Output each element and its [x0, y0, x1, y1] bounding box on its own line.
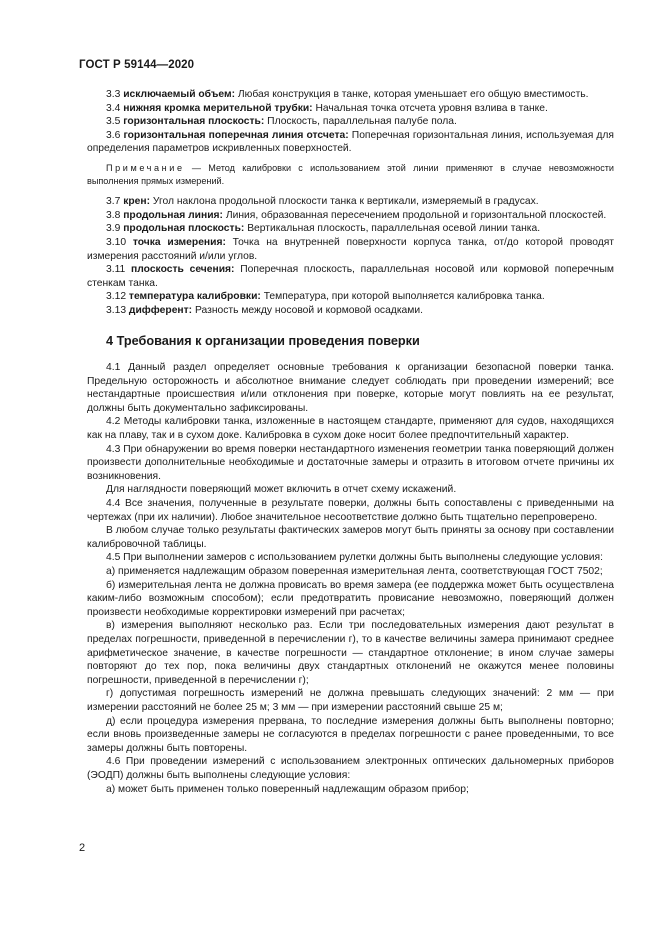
paragraph: Для наглядности поверяющий может включить в отчет схему искажений. [106, 484, 457, 496]
definition-term: нижняя кромка мерительной трубки: [123, 102, 313, 114]
definition-number: 3.12 [106, 291, 127, 303]
definition-term: продольная линия: [123, 209, 223, 221]
definition-text: Точка на внутренней поверхности корпуса танка, от/до которой проводят измерения расстояний и/или углов. [87, 236, 614, 262]
definition-term: температура калибровки: [128, 291, 261, 303]
paragraph: г) допустимая погрешность измерений не должна превышать следующих значений: 2 мм — при измерении расстояний не более 25 м; 3 мм — при измерении расстояний свыше 25 м; [87, 688, 614, 713]
section-body [87, 361, 614, 796]
definition-term: точка измерения: [132, 236, 226, 248]
paragraph: 4.6 При проведении измерений с использованием электронных оптических дальномерных приборов (ЭОДП) должны быть выполнены следующие условия: [87, 756, 614, 781]
definitions-list [87, 88, 614, 156]
section-heading: 4 Требования к организации проведения поверки [106, 333, 420, 348]
definition-item [87, 102, 614, 116]
definition-term: дифферент: [128, 304, 193, 316]
definition-item [87, 263, 614, 290]
paragraph: 4.3 При обнаружении во время поверки нестандартного изменения геометрии танка поверяющий должен произвести дополнительные необходимые и достаточные замеры и отразить в итоговом отчете причины их возникновения. [87, 443, 614, 482]
paragraph: а) применяется надлежащим образом поверенная измерительная лента, соответствующая ГОСТ 7502; [106, 566, 603, 577]
note-label: Примечание [106, 162, 185, 173]
definition-number: 3.6 [106, 129, 121, 141]
note-text: — Метод калибровки с использованием этой линии применяют в случае невозможности выполнения прямых измерений. [87, 162, 614, 186]
definition-term: исключаемый объем: [123, 89, 236, 100]
definition-number: 3.7 [106, 196, 121, 208]
paragraph: в) измерения выполняют несколько раз. Если три последовательных измерения дают результат в пределах погрешности, приведенной в перечислении г), то в качестве величины замера принимают среднее арифметическое значение, в качестве погрешности — стандартное отклонение; в ином случае замеры повторяют до тех пор, пока величины двух стандартных отклонений не окажутся менее половины погрешности, приведенной в перечислении г); [87, 620, 614, 686]
paragraph: а) может быть применен только поверенный надлежащим образом прибор; [106, 783, 469, 795]
definitions-list [87, 195, 614, 317]
definition-number: 3.5 [106, 116, 121, 128]
paragraph: 4.2 Методы калибровки танка, изложенные в настоящем стандарте, применяют для судов, находящихся как на плаву, так и в сухом доке. Калибровка в сухом доке носит более предпочтительный характер. [87, 416, 614, 442]
definition-text: Линия, образованная пересечением продольной и горизонтальной плоскостей. [222, 209, 607, 221]
definition-item [87, 222, 614, 236]
definition-text: Вертикальная плоскость, параллельная осевой линии танка. [244, 223, 541, 235]
definition-item [87, 209, 614, 223]
definition-number: 3.8 [106, 209, 121, 221]
definition-item [87, 290, 614, 304]
paragraph: 4.1 Данный раздел определяет основные требования к организации безопасной поверки танка. Предельную осторожность и абсолютное внимание следует соблюдать при проведении измерений; все нестандартные происшествия и/или отклонения при поверке, которые могут повлиять на ее результат, должны быть документально зафиксированы. [87, 362, 614, 414]
definition-text: Поперечная горизонтальная линия, используемая для определения параметров искривленных поверхностей. [87, 129, 614, 155]
definition-number: 3.3 [106, 89, 121, 100]
definition-item [87, 115, 614, 129]
paragraph: 4.4 Все значения, полученные в результате поверки, должны быть сопоставлены с приведенными на чертежах (при их наличии). Любое значительное несоответствие должно быть тщательно перепроверено. [87, 498, 614, 523]
definition-term: крен: [123, 196, 151, 208]
definition-number: 3.13 [106, 304, 127, 316]
paragraph: В любом случае только результаты фактических замеров могут быть приняты за основу при составлении калибровочной таблицы. [87, 525, 614, 550]
definition-text: Поперечная плоскость, параллельная носовой или кормовой поперечным стенкам танка. [87, 264, 614, 289]
definition-text: Плоскость, параллельная палубе пола. [264, 116, 457, 128]
definition-number: 3.11 [106, 264, 126, 276]
document-header: ГОСТ Р 59144—2020 [79, 59, 195, 71]
definition-text: Начальная точка отсчета уровня взлива в танке. [312, 102, 548, 114]
definition-item [87, 88, 614, 102]
definition-item [87, 236, 614, 263]
page-body [87, 88, 614, 796]
definition-text: Разность между носовой и кормовой осадками. [192, 304, 423, 316]
definition-term: горизонтальная плоскость: [123, 116, 265, 128]
definition-item [87, 129, 614, 156]
paragraph: 4.5 При выполнении замеров с использованием рулетки должны быть выполнены следующие условия: [106, 552, 603, 564]
definition-term: горизонтальная поперечная линия отсчета: [123, 129, 349, 141]
definition-term: плоскость сечения: [131, 264, 235, 276]
paragraph: д) если процедура измерения прервана, то последние измерения должны быть выполнены повторно; если вновь произведенные замеры не согласуются в пределах погрешности с ранее проведенными, то все замеры должны быть повторены. [87, 715, 614, 754]
definition-item [87, 195, 614, 209]
definition-number: 3.4 [106, 102, 121, 114]
definition-text: Температура, при которой выполняется калибровка танка. [260, 291, 545, 303]
definition-text: Любая конструкция в танке, которая уменьшает его общую вместимость. [235, 89, 589, 100]
definition-term: продольная плоскость: [123, 223, 245, 235]
note [87, 162, 614, 187]
definition-text: Угол наклона продольной плоскости танка к вертикали, измеряемый в градусах. [150, 196, 539, 208]
page-number: 2 [79, 842, 86, 854]
definition-number: 3.10 [106, 236, 127, 248]
definition-item [87, 304, 614, 318]
paragraph: б) измерительная лента не должна провисать во время замера (ее поддержка может быть осуществлена каким-либо возможным способом); если предотвратить провисание невозможно, поверяющий должен произвести необходимые корректировки измерений при расчетах; [87, 579, 614, 618]
definition-number: 3.9 [106, 223, 121, 235]
